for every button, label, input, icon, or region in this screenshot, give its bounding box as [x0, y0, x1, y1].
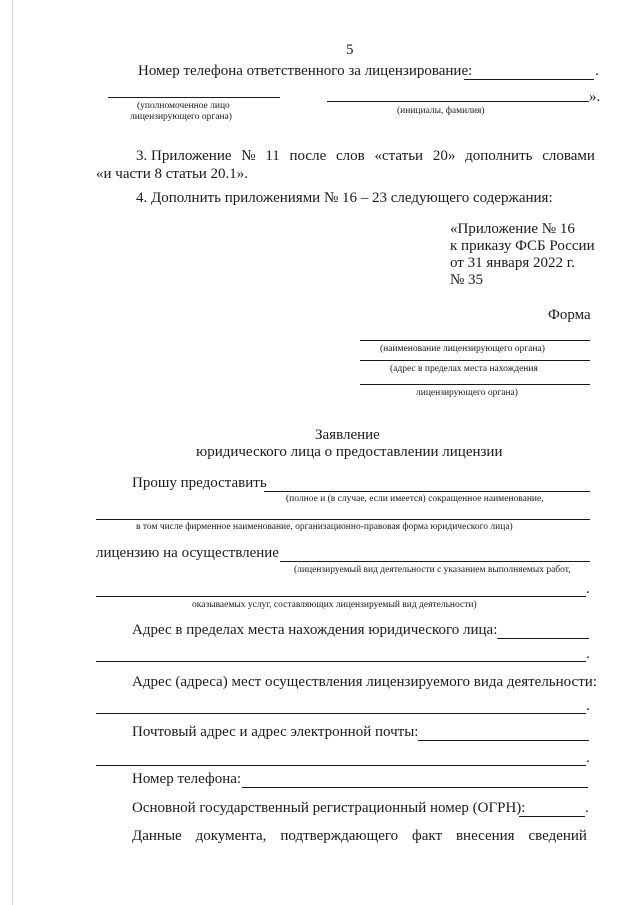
- legal-address-label: Адрес в пределах места нахождения юридического лица:: [132, 622, 498, 638]
- ogrn-label: Основной государственный регистрационный номер (ОГРН):: [132, 800, 526, 816]
- authority-name-field[interactable]: [360, 340, 590, 341]
- item3-word: слов: [335, 148, 365, 164]
- item3-word: «статьи: [374, 148, 424, 164]
- phone-field[interactable]: [242, 787, 588, 788]
- item3-word: дополнить: [465, 148, 533, 164]
- item3-line2: «и части 8 статьи 20.1».: [96, 166, 249, 182]
- phone-responsible-end: .: [595, 63, 599, 79]
- authority-address-field-2[interactable]: [360, 384, 590, 385]
- applicant-name-field[interactable]: [264, 491, 590, 492]
- signature-caption-right: (инициалы, фамилия): [397, 106, 485, 116]
- item3-word: 11: [265, 148, 280, 164]
- appendix-line1: «Приложение № 16: [450, 221, 575, 237]
- authority-address-field-1[interactable]: [360, 360, 590, 361]
- document-title: Заявление: [315, 427, 380, 443]
- license-caption-1: (лицензируемый вид деятельности с указанием выполняемых работ,: [294, 565, 571, 575]
- signature-authority-field[interactable]: [108, 97, 280, 98]
- form-label: Форма: [548, 307, 591, 323]
- license-end: .: [586, 581, 590, 597]
- document-data-word: внесения: [455, 828, 515, 844]
- legal-address-end: .: [586, 646, 590, 662]
- activity-address-label: Адрес (адреса) мест осуществления лицензируемого вида деятельности:: [132, 674, 597, 690]
- ogrn-field[interactable]: [519, 816, 585, 817]
- authority-address-caption-1: (адрес в пределах места нахождения: [390, 364, 538, 374]
- page-number: 5: [346, 42, 354, 58]
- license-caption-2: оказываемых услуг, составляющих лицензируемый вид деятельности): [192, 600, 477, 610]
- signature-name-field[interactable]: [327, 101, 589, 102]
- item3-word: №: [241, 148, 256, 164]
- appendix-line2: к приказу ФСБ России: [450, 238, 595, 254]
- document-data-word: сведений: [528, 828, 587, 844]
- phone-responsible-label: Номер телефона ответственного за лицензирование:: [138, 63, 473, 79]
- postal-address-field[interactable]: [418, 740, 589, 741]
- applicant-name-caption-2: в том числе фирменное наименование, организационно-правовая форма юридического лица): [136, 522, 513, 532]
- authority-address-caption-2: лицензирующего органа): [416, 388, 518, 398]
- document-data-word: факт: [412, 828, 443, 844]
- signature-caption-left-1: (уполномоченное лицо: [137, 101, 230, 111]
- postal-address-field-2[interactable]: [96, 765, 586, 766]
- ogrn-end: .: [585, 800, 589, 816]
- item3-word: 20»: [432, 148, 456, 164]
- item3-word: после: [289, 148, 327, 164]
- license-label: лицензию на осуществление: [96, 545, 279, 561]
- document-data-line: [132, 827, 587, 845]
- postal-address-label: Почтовый адрес и адрес электронной почты:: [132, 724, 419, 740]
- authority-name-caption: (наименование лицензирующего органа): [380, 344, 545, 354]
- license-activity-field[interactable]: [280, 561, 590, 562]
- document-data-word: Данные: [132, 828, 182, 844]
- signature-end: ».: [589, 89, 601, 105]
- document-subtitle: юридического лица о предоставлении лицензии: [196, 444, 503, 460]
- license-activity-field-2[interactable]: [96, 596, 586, 597]
- appendix-line4: № 35: [450, 272, 484, 288]
- applicant-name-caption-1: (полное и (в случае, если имеется) сокращенное наименование,: [286, 494, 544, 504]
- document-data-word: документа,: [195, 828, 267, 844]
- item3-line1: [136, 147, 595, 165]
- document-data-word: подтверждающего: [280, 828, 399, 844]
- applicant-name-field-2[interactable]: [96, 519, 590, 520]
- phone-responsible-field[interactable]: [464, 79, 594, 80]
- legal-address-field-2[interactable]: [96, 661, 586, 662]
- appendix-line3: от 31 января 2022 г.: [450, 255, 575, 271]
- phone-label: Номер телефона:: [132, 771, 242, 787]
- item3-word: 3. Приложение: [136, 148, 232, 164]
- scan-edge: [12, 0, 13, 905]
- item4-text: 4. Дополнить приложениями № 16 – 23 следующего содержания:: [136, 190, 553, 206]
- postal-address-end: .: [586, 750, 590, 766]
- activity-address-end: .: [586, 698, 590, 714]
- signature-caption-left-2: лицензирующего органа): [130, 112, 232, 122]
- request-label: Прошу предоставить: [132, 475, 267, 491]
- item3-word: словами: [542, 148, 595, 164]
- activity-address-field[interactable]: [96, 713, 586, 714]
- legal-address-field[interactable]: [497, 638, 589, 639]
